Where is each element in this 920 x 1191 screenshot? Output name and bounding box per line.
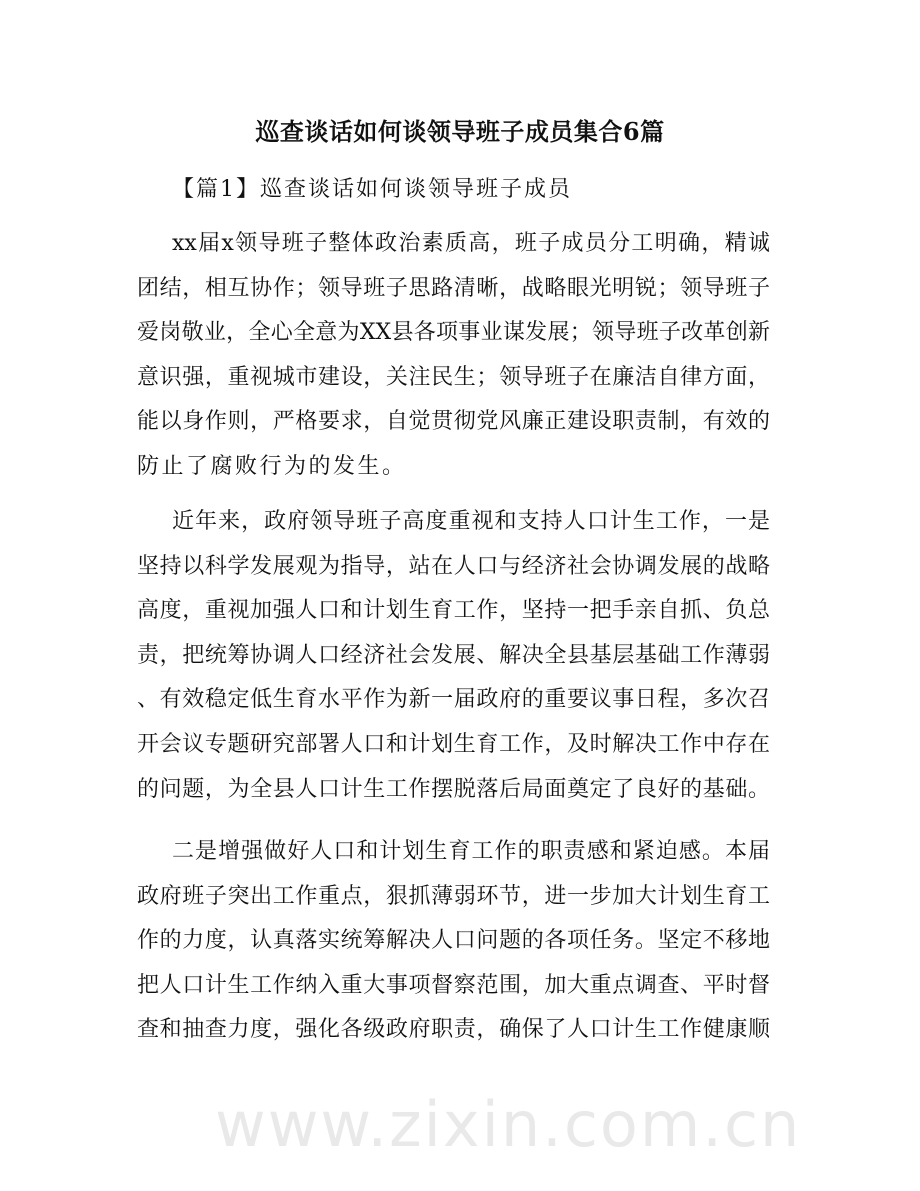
- section-heading: 【篇1】巡查谈话如何谈领导班子成员: [172, 177, 572, 202]
- paragraph-line: 开会议专题研究部署人口和计划生育工作，及时解决工作中存在: [137, 731, 770, 757]
- paragraph-line: 意识强，重视城市建设，关注民生；领导班子在廉洁自律方面，: [137, 364, 770, 390]
- paragraph-line: 的问题，为全县人口计生工作摆脱落后局面奠定了良好的基础。: [137, 776, 770, 802]
- paragraph-line: 高度，重视加强人口和计划生育工作，坚持一把手亲自抓、负总: [137, 598, 770, 624]
- paragraph-3: [137, 830, 770, 1053]
- paragraph-line: xx届x领导班子整体政治素质高，班子成员分工明确，精诚: [172, 231, 770, 256]
- paragraph-line: 查和抽查力度，强化各级政府职责，确保了人口计生工作健康顺: [137, 1017, 770, 1043]
- paragraph-line: 二是增强做好人口和计划生育工作的职责感和紧迫感。本届: [172, 839, 770, 864]
- paragraph-line: 把人口计生工作纳入重大事项督察范围，加大重点调查、平时督: [137, 972, 770, 998]
- paragraph-line: 爱岗敬业，全心全意为XX县各项事业谋发展；领导班子改革创新: [137, 320, 770, 346]
- paragraph-2: [137, 500, 770, 812]
- document-title: 巡查谈话如何谈领导班子成员集合6篇: [255, 117, 665, 146]
- paragraph-line: 防止了腐败行为的发生。: [137, 453, 407, 479]
- paragraph-line: 作的力度，认真落实统筹解决人口问题的各项任务。坚定不移地: [137, 928, 770, 954]
- paragraph-line: 政府班子突出工作重点，狠抓薄弱环节，进一步加大计划生育工: [137, 883, 770, 909]
- watermark: www.zixin.com.cn: [215, 1088, 802, 1161]
- paragraph-line: 、有效稳定低生育水平作为新一届政府的重要议事日程，多次召: [137, 687, 770, 713]
- paragraph-1: [137, 222, 770, 490]
- paragraph-line: 近年来，政府领导班子高度重视和支持人口计生工作，一是: [172, 509, 770, 534]
- paragraph-line: 能以身作则，严格要求，自觉贯彻党风廉正建设职责制，有效的: [137, 409, 770, 435]
- paragraph-line: 坚持以科学发展观为指导，站在人口与经济社会协调发展的战略: [137, 553, 770, 579]
- paragraph-line: 团结，相互协作；领导班子思路清晰，战略眼光明锐；领导班子: [137, 275, 770, 301]
- paragraph-line: 责，把统筹协调人口经济社会发展、解决全县基层基础工作薄弱: [137, 642, 770, 668]
